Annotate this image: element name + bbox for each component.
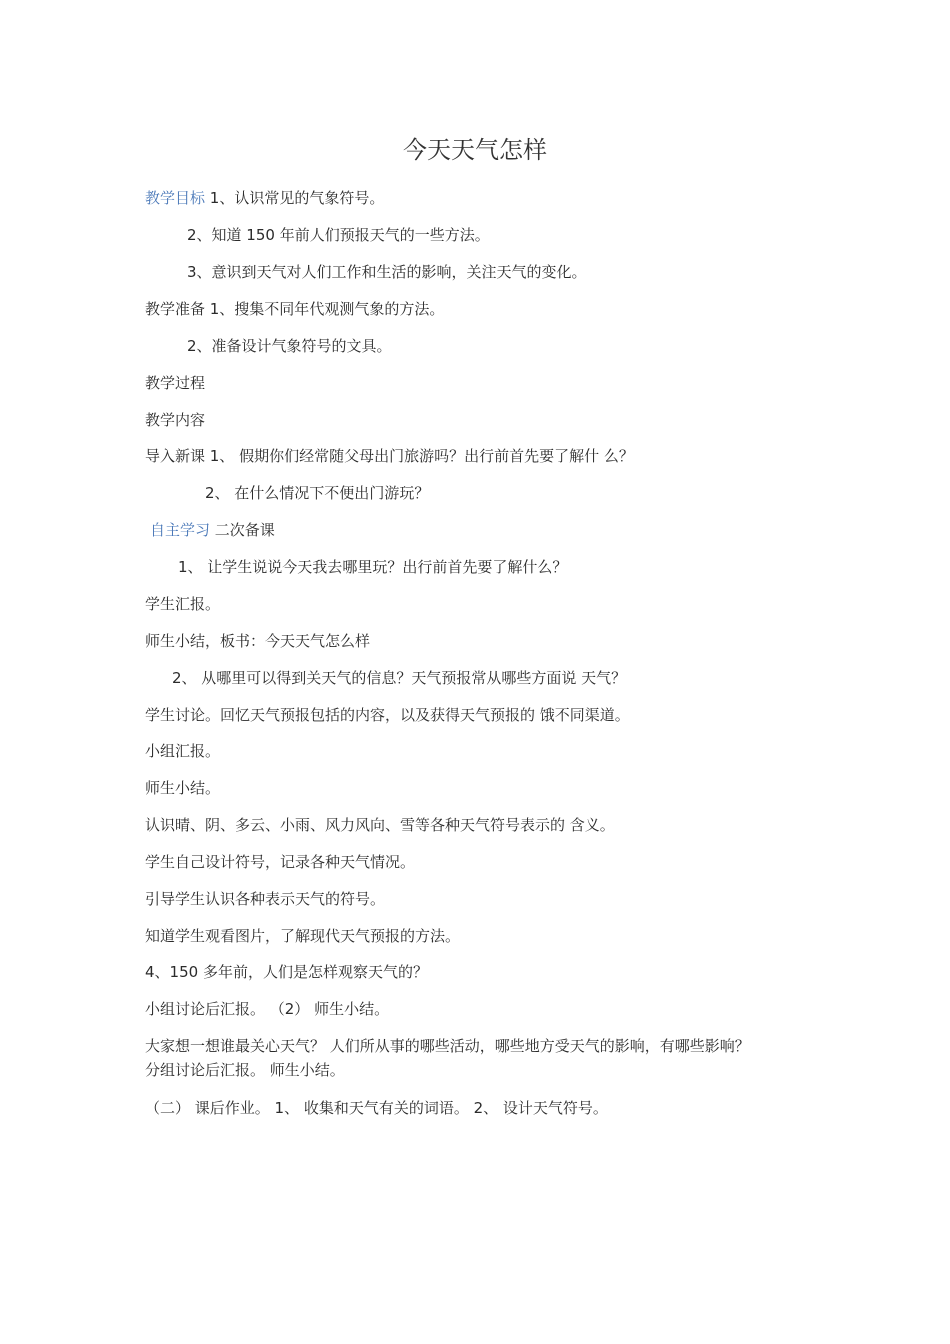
intro-line-1: 导入新课 1、 假期你们经常随父母出门旅游吗？出行前首先要了解什 么？: [145, 447, 634, 465]
homework-line: （二） 课后作业。 1、 收集和天气有关的词语。 2、 设计天气符号。: [145, 1099, 608, 1117]
activity-line-14: 大家想一想谁最关心天气？ 人们所从事的哪些活动，哪些地方受天气的影响，有哪些影响？: [145, 1037, 750, 1055]
activity-line-9: 学生自己设计符号，记录各种天气情况。: [145, 853, 416, 871]
activity-line-6: 小组汇报。: [145, 742, 221, 760]
activity-line-5: 学生讨论。回忆天气预报包括的内容，以及获得天气预报的 饿不同渠道。: [145, 706, 630, 724]
objectives-line-1: 教学目标 1、认识常见的气象符号。: [145, 189, 385, 207]
objectives-label: 教学目标: [145, 189, 206, 207]
content-heading: 教学内容: [145, 411, 206, 429]
intro-line-2: 2、 在什么情况下不便出门游玩？: [205, 484, 430, 502]
activity-line-11: 知道学生观看图片，了解现代天气预报的方法。: [145, 927, 461, 945]
activity-line-8: 认识晴、阴、多云、小雨、风力风向、雪等各种天气符号表示的 含义。: [145, 816, 615, 834]
process-heading: 教学过程: [145, 374, 206, 392]
document-title: 今天天气怎样: [403, 136, 547, 164]
preparation-line-2: 2、准备设计气象符号的文具。: [187, 337, 392, 355]
activity-line-1: 1、 让学生说说今天我去哪里玩？出行前首先要了解什么？: [178, 558, 568, 576]
activity-line-15: 分组讨论后汇报。 师生小结。: [145, 1061, 345, 1079]
activity-line-7: 师生小结。: [145, 779, 221, 797]
objectives-line-3: 3、意识到天气对人们工作和生活的影响，关注天气的变化。: [187, 263, 587, 281]
self-study-line: 自主学习 二次备课: [150, 521, 275, 539]
activity-line-2: 学生汇报。: [145, 595, 221, 613]
preparation-line-1: 教学准备 1、搜集不同年代观测气象的方法。: [145, 300, 445, 318]
activity-line-10: 引导学生认识各种表示天气的符号。: [145, 890, 386, 908]
self-study-label: 自主学习: [150, 521, 211, 539]
activity-line-3: 师生小结，板书：今天天气怎么样: [145, 632, 371, 650]
activity-line-12: 4、150 多年前，人们是怎样观察天气的？: [145, 963, 428, 981]
activity-line-4: 2、 从哪里可以得到关天气的信息？天气预报常从哪些方面说 天气？: [172, 669, 627, 687]
objectives-line-2: 2、知道 150 年前人们预报天气的一些方法。: [187, 226, 490, 244]
activity-line-13: 小组讨论后汇报。 （2） 师生小结。: [145, 1000, 390, 1018]
